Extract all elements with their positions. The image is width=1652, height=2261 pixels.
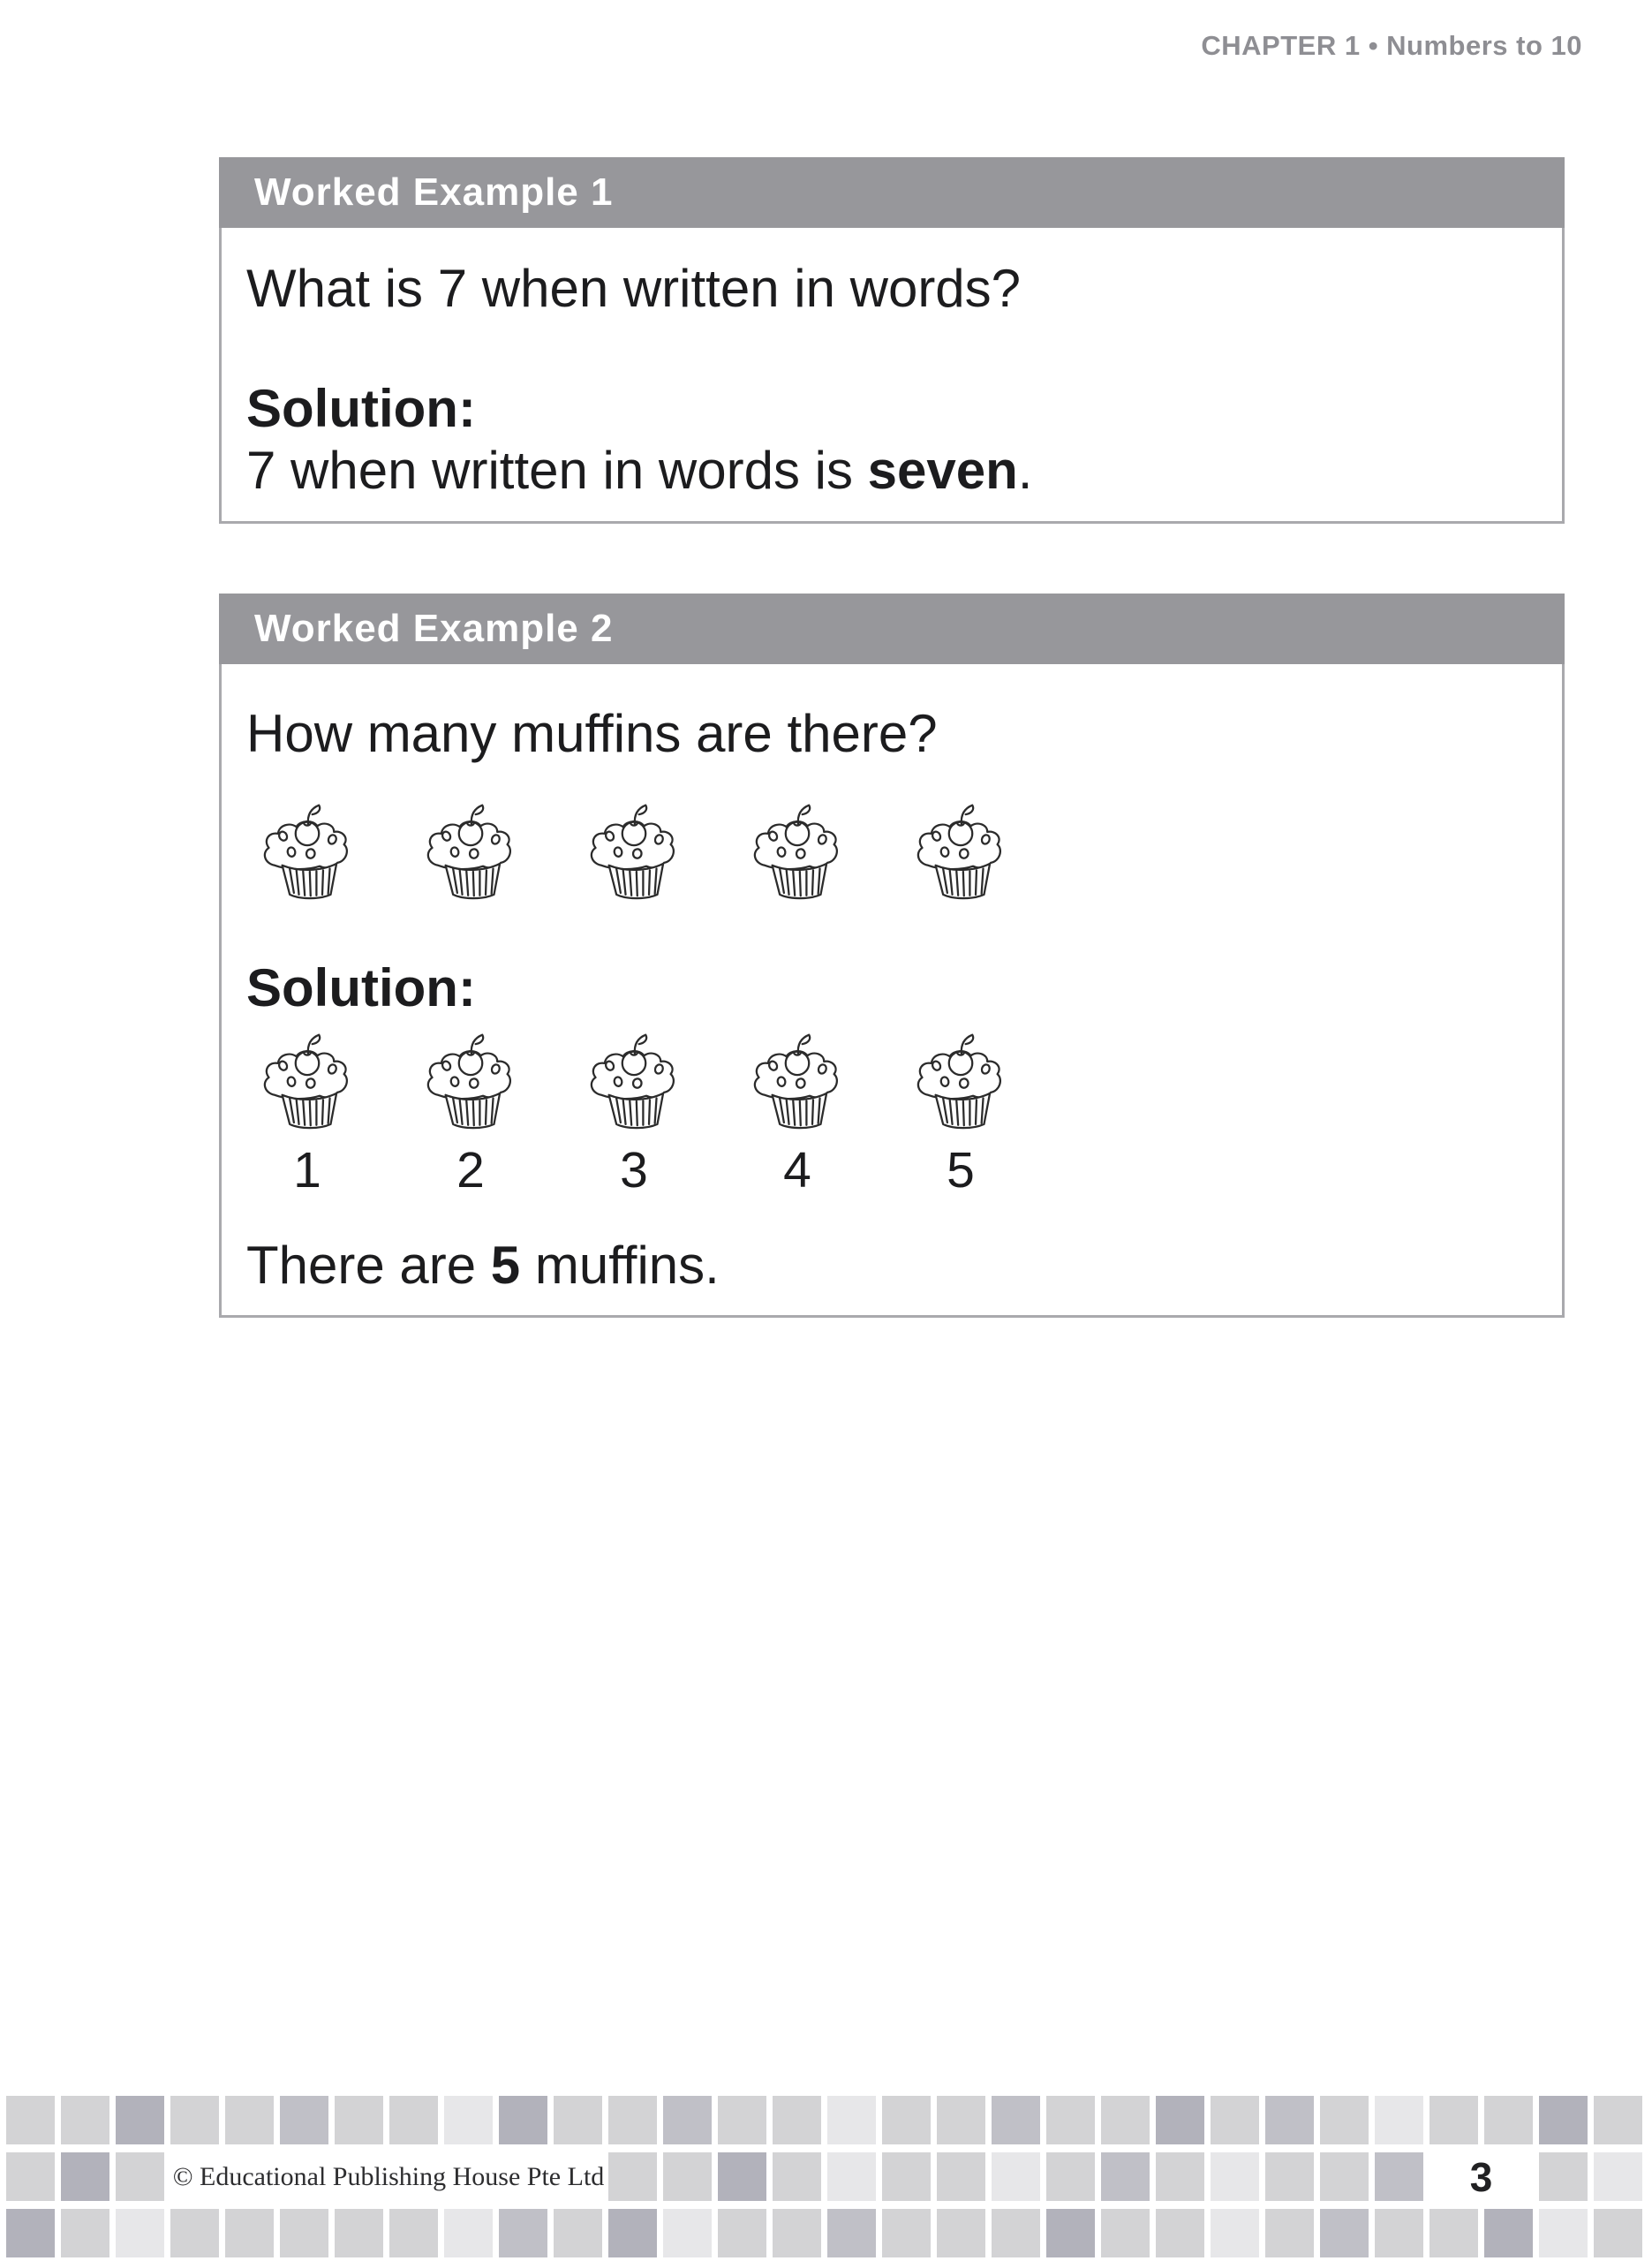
worked-example-2-box bbox=[219, 594, 1565, 1318]
footer-pattern-cell bbox=[827, 2096, 876, 2144]
footer-pattern-cell bbox=[827, 2152, 876, 2201]
muffin-count-number: 3 bbox=[620, 1142, 648, 1199]
muffin-icon bbox=[425, 800, 517, 908]
footer-pattern-cell bbox=[499, 2209, 547, 2257]
footer-pattern-cell bbox=[61, 2209, 109, 2257]
footer-pattern-cell bbox=[937, 2152, 985, 2201]
footer-pattern-cell bbox=[1594, 2096, 1642, 2144]
footer-pattern-cell bbox=[389, 2209, 438, 2257]
footer-pattern-cell bbox=[116, 2209, 164, 2257]
footer-pattern-cell bbox=[1101, 2209, 1150, 2257]
muffin-icon bbox=[588, 800, 680, 908]
footer-pattern-cell bbox=[608, 2096, 657, 2144]
example1-answer-bold: seven bbox=[867, 441, 1018, 500]
footer-pattern-cell bbox=[992, 2096, 1040, 2144]
footer-pattern-cell bbox=[608, 2209, 657, 2257]
footer-pattern-cell bbox=[1046, 2096, 1095, 2144]
footer-pattern-cell bbox=[554, 2096, 602, 2144]
muffin-icon bbox=[751, 1030, 843, 1198]
example2-answer-bold: 5 bbox=[490, 1236, 521, 1295]
footer-pattern-cell bbox=[663, 2152, 712, 2201]
footer-pattern-cell bbox=[773, 2096, 821, 2144]
footer-pattern-cell bbox=[1156, 2096, 1204, 2144]
muffin-count-number: 1 bbox=[293, 1142, 321, 1199]
footer-pattern-cell bbox=[1046, 2209, 1095, 2257]
footer-pattern-cell bbox=[1101, 2096, 1150, 2144]
example1-answer-pre: 7 when written in words is bbox=[246, 441, 868, 500]
footer-pattern-cell bbox=[992, 2209, 1040, 2257]
footer-pattern bbox=[0, 2096, 1652, 2261]
footer-pattern-cell bbox=[225, 2209, 274, 2257]
footer-pattern-cell bbox=[1046, 2152, 1095, 2201]
footer-pattern-cell bbox=[1539, 2152, 1588, 2201]
footer-pattern-cell bbox=[1320, 2209, 1369, 2257]
copyright-text: © Educational Publishing House Pte Ltd bbox=[170, 2152, 607, 2201]
footer-pattern-cell bbox=[882, 2209, 931, 2257]
footer-pattern-cell bbox=[6, 2096, 55, 2144]
footer-pattern-cell bbox=[170, 2096, 219, 2144]
footer-pattern-cell bbox=[280, 2096, 328, 2144]
footer-pattern-cell bbox=[1320, 2096, 1369, 2144]
footer-pattern-cell bbox=[61, 2152, 109, 2201]
question-muffin-row bbox=[261, 800, 1535, 908]
worked-example-2-title: Worked Example 2 bbox=[254, 607, 614, 650]
footer-pattern-cell bbox=[1265, 2152, 1314, 2201]
footer-pattern-cell bbox=[882, 2152, 931, 2201]
worked-example-1-body bbox=[219, 228, 1565, 524]
example1-solution-label: Solution: bbox=[246, 379, 476, 438]
footer-pattern-cell bbox=[1594, 2209, 1642, 2257]
footer-pattern-cell bbox=[61, 2096, 109, 2144]
example2-solution-label: Solution: bbox=[246, 958, 476, 1017]
footer-pattern-cell bbox=[992, 2152, 1040, 2201]
footer-pattern-cell bbox=[827, 2209, 876, 2257]
footer-pattern-cell bbox=[1375, 2209, 1423, 2257]
muffin-icon bbox=[261, 800, 353, 908]
muffin-count-number: 4 bbox=[783, 1142, 811, 1199]
muffin-icon bbox=[751, 800, 843, 908]
footer-pattern-cell bbox=[554, 2209, 602, 2257]
solution-muffin-row bbox=[261, 1030, 1535, 1198]
muffin-count-number: 5 bbox=[947, 1142, 975, 1199]
footer-pattern-cell bbox=[6, 2209, 55, 2257]
muffin-icon bbox=[915, 800, 1007, 908]
footer-pattern-cell bbox=[1156, 2152, 1204, 2201]
footer-pattern-cell bbox=[882, 2096, 931, 2144]
worked-example-2-body bbox=[219, 664, 1565, 1318]
footer-pattern-cell bbox=[1211, 2209, 1259, 2257]
footer-pattern-cell bbox=[335, 2209, 383, 2257]
chapter-header: CHAPTER 1 • Numbers to 10 bbox=[1201, 30, 1582, 61]
footer-pattern-cell bbox=[663, 2096, 712, 2144]
worked-example-1-box bbox=[219, 157, 1565, 524]
footer-pattern-cell bbox=[718, 2096, 766, 2144]
footer-pattern-cell bbox=[499, 2096, 547, 2144]
page-number: 3 bbox=[1429, 2152, 1533, 2201]
footer-pattern-row bbox=[6, 2209, 1642, 2257]
footer-pattern-cell bbox=[937, 2209, 985, 2257]
footer-pattern-cell bbox=[718, 2152, 766, 2201]
footer-pattern-cell bbox=[1429, 2096, 1478, 2144]
footer-pattern-cell bbox=[1429, 2209, 1478, 2257]
muffin-icon bbox=[425, 1030, 517, 1198]
muffin-count-number: 2 bbox=[456, 1142, 485, 1199]
example1-answer bbox=[246, 440, 1535, 502]
footer-pattern-cell bbox=[1539, 2096, 1588, 2144]
footer-pattern-cell bbox=[280, 2209, 328, 2257]
footer-pattern-cell bbox=[663, 2209, 712, 2257]
example2-answer bbox=[246, 1235, 1535, 1297]
footer-pattern-cell bbox=[1211, 2096, 1259, 2144]
footer-pattern-cell bbox=[1484, 2096, 1533, 2144]
worked-example-1-title: Worked Example 1 bbox=[254, 170, 614, 214]
footer-pattern-cell bbox=[444, 2096, 493, 2144]
footer-pattern-cell bbox=[1211, 2152, 1259, 2201]
footer-pattern-cell bbox=[773, 2209, 821, 2257]
worked-example-1-title-bar bbox=[219, 157, 1565, 228]
example1-question: What is 7 when written in words? bbox=[246, 259, 1022, 318]
footer-pattern-cell bbox=[1484, 2209, 1533, 2257]
footer-pattern-cell bbox=[718, 2209, 766, 2257]
footer-pattern-cell bbox=[170, 2209, 219, 2257]
footer-pattern-row bbox=[6, 2096, 1642, 2144]
footer-pattern-cell bbox=[937, 2096, 985, 2144]
example2-question: How many muffins are there? bbox=[246, 704, 938, 763]
footer-pattern-cell bbox=[6, 2152, 55, 2201]
muffin-icon bbox=[588, 1030, 680, 1198]
footer-pattern-cell bbox=[608, 2152, 657, 2201]
footer-pattern-cell bbox=[1594, 2152, 1642, 2201]
footer-pattern-cell bbox=[773, 2152, 821, 2201]
footer-pattern-cell bbox=[444, 2209, 493, 2257]
footer-pattern-cell bbox=[1375, 2152, 1423, 2201]
footer-pattern-cell bbox=[1156, 2209, 1204, 2257]
footer-pattern-cell bbox=[1265, 2209, 1314, 2257]
footer-pattern-cell bbox=[1375, 2096, 1423, 2144]
footer-pattern-cell bbox=[1101, 2152, 1150, 2201]
footer-pattern-cell bbox=[1265, 2096, 1314, 2144]
example2-answer-post: muffins. bbox=[520, 1236, 720, 1295]
muffin-icon bbox=[915, 1030, 1007, 1198]
worked-example-2-title-bar bbox=[219, 594, 1565, 664]
footer-pattern-cell bbox=[225, 2096, 274, 2144]
muffin-icon bbox=[261, 1030, 353, 1198]
footer-pattern-cell bbox=[1539, 2209, 1588, 2257]
footer-pattern-cell bbox=[1320, 2152, 1369, 2201]
footer-pattern-cell bbox=[335, 2096, 383, 2144]
footer-pattern-cell bbox=[389, 2096, 438, 2144]
footer-pattern-cell bbox=[116, 2096, 164, 2144]
example1-answer-post: . bbox=[1017, 441, 1033, 500]
example2-answer-pre: There are bbox=[246, 1236, 491, 1295]
footer-pattern-cell bbox=[116, 2152, 164, 2201]
